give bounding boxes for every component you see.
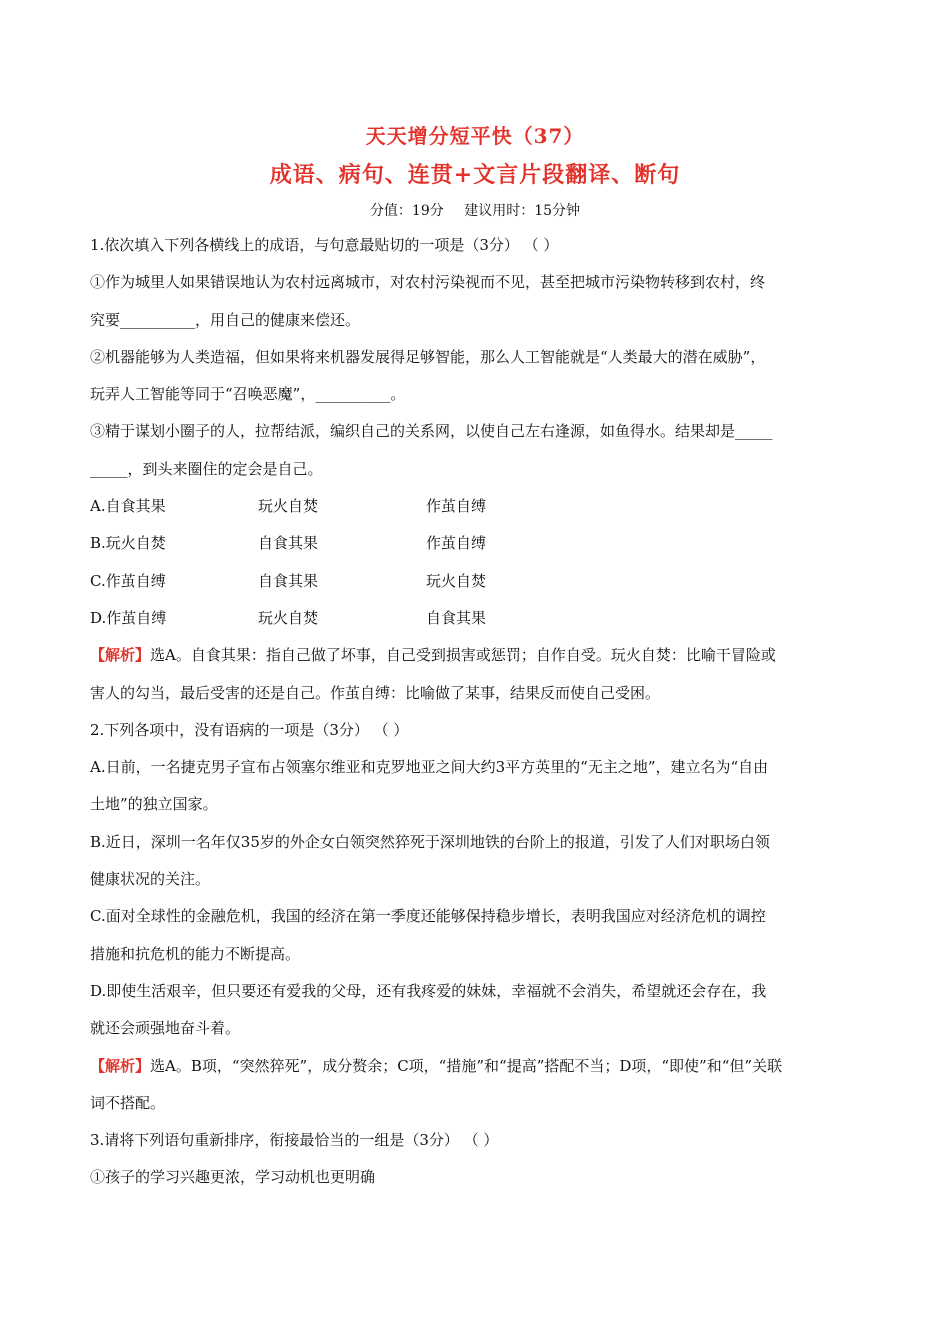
analysis-text: 选A。B项，“突然猝死”，成分赘余；C项，“措施”和“提高”搭配不当；D项，“即使”和“但”关联 xyxy=(150,1056,783,1075)
option-idiom-3: 自食其果 xyxy=(426,608,487,627)
answer-option-row xyxy=(90,493,486,530)
text-line: 3.请将下列语句重新排序，衔接最恰当的一组是（3分） （ ） xyxy=(90,1131,499,1150)
text-line: 就还会顽强地奋斗着。 xyxy=(90,1019,241,1038)
text-line: 2.下列各项中，没有语病的一项是（3分） （ ） xyxy=(90,720,409,739)
answer-option-row xyxy=(90,568,486,605)
text-line: 土地”的独立国家。 xyxy=(90,795,218,814)
option-idiom-2: 自食其果 xyxy=(258,571,319,590)
analysis-text: 选A。自食其果：指自己做了坏事，自己受到损害或惩罚；自作自受。玩火自焚：比喻干冒险或 xyxy=(150,646,776,665)
question-content xyxy=(90,232,862,1202)
text-line: 词不搭配。 xyxy=(90,1093,166,1112)
text-line: C.面对全球性的金融危机，我国的经济在第一季度还能够保持稳步增长，表明我国应对经济危机的调控 xyxy=(90,907,766,926)
option-label: A.自食其果 xyxy=(90,497,166,516)
option-label: D.作茧自缚 xyxy=(90,608,167,627)
analysis-tag: 【解析】 xyxy=(90,646,151,665)
text-line: D.即使生活艰辛，但只要还有爱我的父母，还有我疼爱的妹妹，幸福就不会消失，希望就还会存在，我 xyxy=(90,981,767,1000)
analysis-line xyxy=(90,1053,862,1090)
option-label: C.作茧自缚 xyxy=(90,571,166,590)
text-line: _____，到头来圈住的定会是自己。 xyxy=(90,459,323,478)
answer-option-row xyxy=(90,605,486,642)
option-idiom-3: 玩火自焚 xyxy=(426,571,487,590)
text-line: 1.依次填入下列各横线上的成语，与句意最贴切的一项是（3分） （ ） xyxy=(90,236,559,254)
page-title: 天天增分短平快（37） xyxy=(365,124,585,148)
suggested-time: 建议用时：15分钟 xyxy=(464,203,581,219)
text-line: 健康状况的关注。 xyxy=(90,870,211,889)
option-label: B.玩火自焚 xyxy=(90,534,166,553)
score-value: 分值：19分 xyxy=(369,203,444,219)
text-line: ①孩子的学习兴趣更浓，学习动机也更明确 xyxy=(90,1168,376,1187)
option-idiom-2: 自食其果 xyxy=(258,534,319,553)
text-line: 害人的勾当，最后受害的还是自己。作茧自缚：比喻做了某事，结果反而使自己受困。 xyxy=(90,683,661,702)
text-line: 玩弄人工智能等同于“召唤恶魔”，__________。 xyxy=(90,385,406,404)
text-line: 措施和抗危机的能力不断提高。 xyxy=(90,944,301,963)
text-line: A.日前，一名捷克男子宣布占领塞尔维亚和克罗地亚之间大约3平方英里的“无主之地”，建立名为“自由 xyxy=(90,758,769,777)
page-subtitle: 成语、病句、连贯+文言片段翻译、断句 xyxy=(269,162,681,188)
text-line: 究要__________，用自己的健康来偿还。 xyxy=(90,310,361,329)
option-idiom-3: 作茧自缚 xyxy=(426,497,487,516)
option-idiom-2: 玩火自焚 xyxy=(258,497,319,516)
analysis-line xyxy=(90,642,862,679)
answer-option-row xyxy=(90,530,486,567)
text-line: ①作为城里人如果错误地认为农村远离城市，对农村污染视而不见，甚至把城市污染物转移到农村，终 xyxy=(90,273,766,292)
option-idiom-2: 玩火自焚 xyxy=(258,608,319,627)
text-line: ②机器能够为人类造福，但如果将来机器发展得足够智能，那么人工智能就是“人类最大的潜在威胁”， xyxy=(90,347,766,366)
score-time-info xyxy=(0,200,950,220)
option-idiom-3: 作茧自缚 xyxy=(426,534,487,553)
text-line: ③精于谋划小圈子的人，拉帮结派，编织自己的关系网，以使自己左右逢源，如鱼得水。结果却是_____ xyxy=(90,422,773,441)
text-line: B.近日，深圳一名年仅35岁的外企女白领突然猝死于深圳地铁的台阶上的报道，引发了人们对职场白领 xyxy=(90,832,770,851)
analysis-tag: 【解析】 xyxy=(90,1056,151,1075)
